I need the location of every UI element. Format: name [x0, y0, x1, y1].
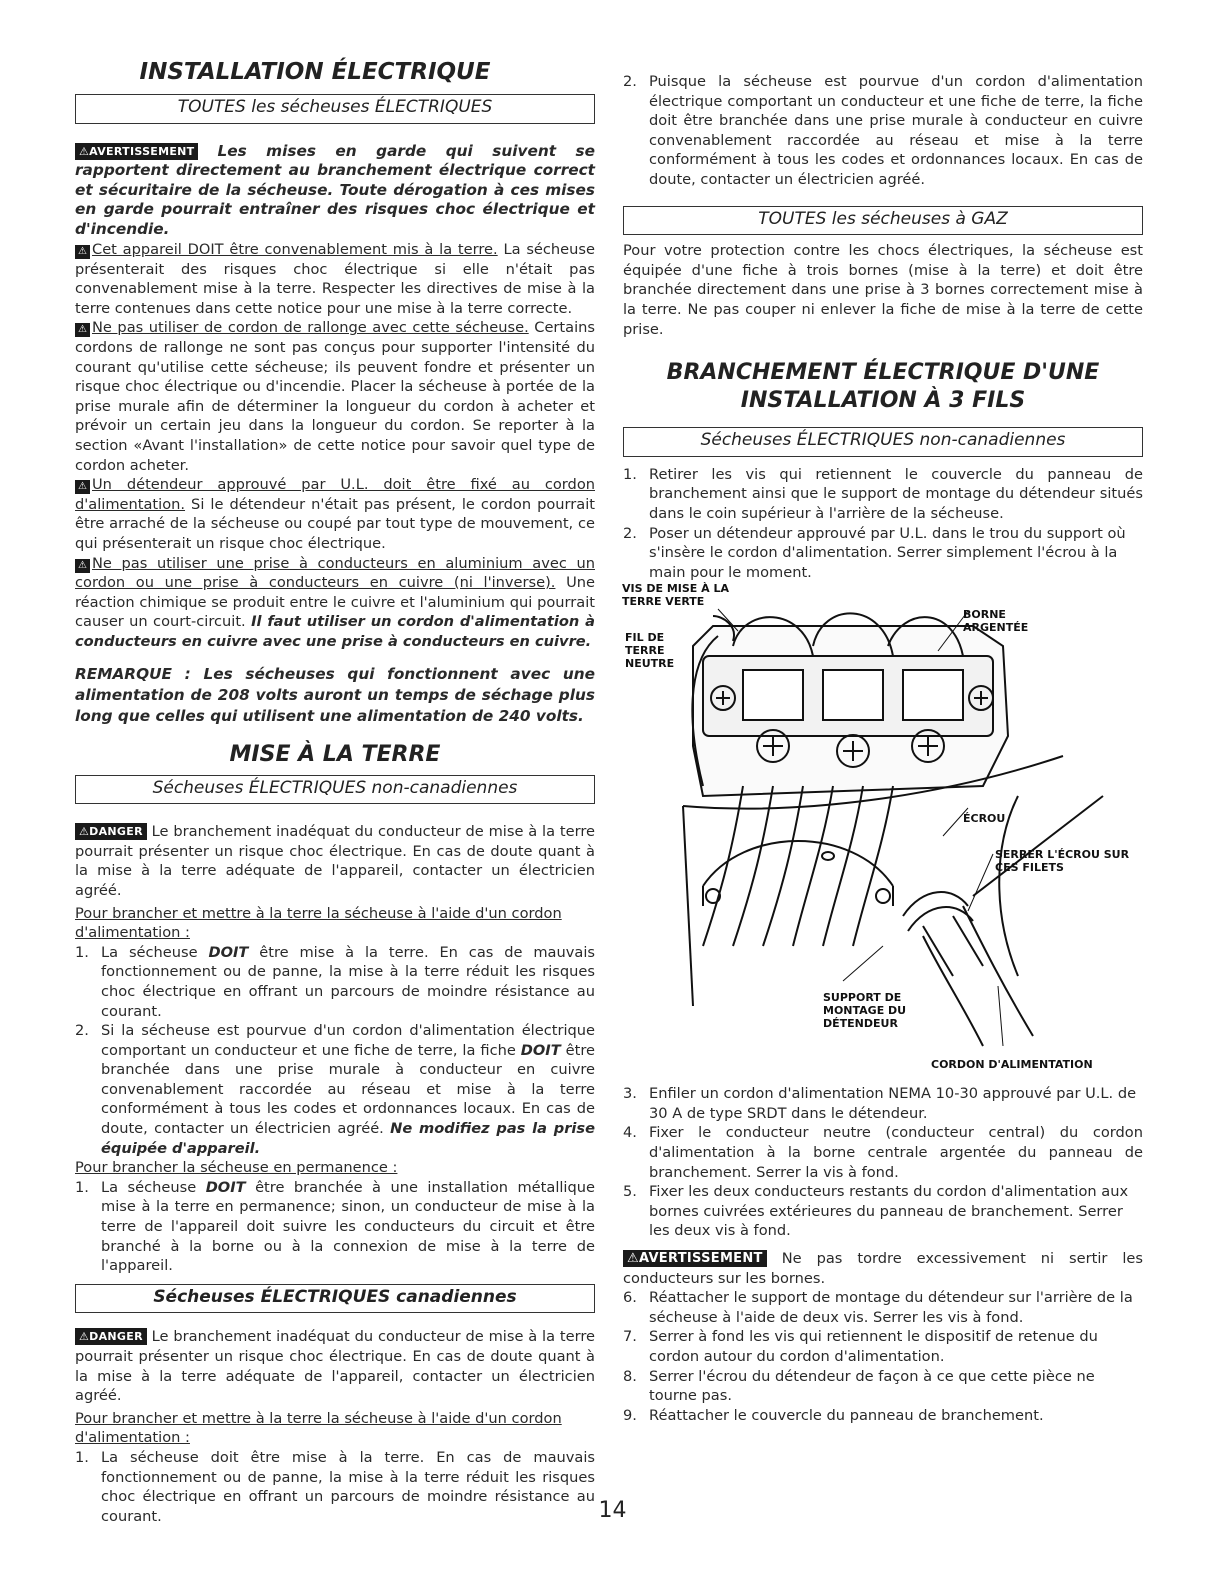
list-gas-continuation [623, 72, 1143, 190]
warning-paragraph-right [623, 1249, 1143, 1288]
label-nut: ÉCROU [963, 812, 1006, 826]
strain-relief-underlined: Un détendeur approuvé par U.L. doit être fixé au cordon d'alimentation. [75, 476, 595, 513]
subheading-permanent: Pour brancher la sécheuse en permanence : [75, 1159, 398, 1177]
label-green-ground-screw: VIS DE MISE À LA TERRE VERTE [622, 582, 730, 609]
steps-list-b [623, 1084, 1143, 1241]
gas-paragraph: Pour votre protection contre les chocs électriques, la sécheuse est équipée d'une fiche à trois bornes (mise à la terre) et doit être branchée directement dans une prise à 3 bornes correctement mise à la terre. Ne pas couper ni enlever la fiche de mise à la terre de cette prise. [623, 242, 1143, 338]
danger-paragraph-1 [75, 822, 595, 900]
terminal-block-diagram [622, 582, 1143, 1078]
list-item: 9. Réattacher le couvercle du panneau de branchement. [623, 1406, 1044, 1424]
remarque-note: REMARQUE : Les sécheuses qui fonctionnent avec une alimentation de 208 volts auront un temps de séchage plus long que celles qui utilisent une alimentation de 240 volts. [75, 664, 595, 725]
right-column [623, 72, 1143, 1425]
box-all-electric-dryers: TOUTES les sécheuses ÉLECTRIQUES [75, 94, 595, 124]
danger-text-2: Le branchement inadéquat du conducteur de mise à la terre pourrait présenter un risque choc électrique. En cas de doute quant à la mise à la terre adéquate de l'appareil, contacter un électricien agréé. [75, 1328, 595, 1405]
warning-intro [75, 142, 595, 240]
warning-triangle-icon: ⚠ [79, 825, 90, 839]
strain-relief-text: Si le détendeur n'était pas présent, le cordon pourrait être arraché de la sécheuse ou coupé par tout type de mouvement, ce qui présenterait un risque choc électrique. [75, 495, 595, 552]
box-non-canadian-dryers: Sécheuses ÉLECTRIQUES non-canadiennes [75, 775, 595, 805]
list-item: 1. La sécheuse doit être mise à la terre. En cas de mauvais fonctionnement ou de panne, la mise à la terre réduit les risques choc électrique en offrant un parcours de moindre résistance au courant. [75, 1448, 595, 1525]
list-item: 8. Serrer l'écrou du détendeur de façon à ce que cette pièce ne tourne pas. [623, 1367, 1095, 1405]
subheading-cord-grounding-2: Pour brancher et mettre à la terre la sécheuse à l'aide d'un cordon d'alimentation : [75, 1409, 562, 1447]
danger-badge: ⚠DANGER [75, 823, 147, 840]
warning-triangle-icon: ⚠ [79, 144, 90, 158]
section-title-installation: INSTALLATION ÉLECTRIQUE [139, 59, 491, 85]
warning-triangle-icon: ⚠ [75, 480, 90, 494]
box-canadian-dryers: Sécheuses ÉLECTRIQUES canadiennes [75, 1284, 595, 1314]
list-item: 1. La sécheuse DOIT être branchée à une installation métallique mise à la terre en permanence; sinon, un conducteur de mise à la terre de l'appareil doit suivre les conducteurs du circuit et être branché à la borne ou à la connexion de mise à la terre de l'appareil. [75, 1178, 595, 1275]
label-neutral-ground-wire: FIL DE TERRE NEUTRE [625, 631, 675, 671]
list-item: 1. La sécheuse DOIT être mise à la terre. En cas de mauvais fonctionnement ou de panne, la mise à la terre réduit les risques choc électrique en offrant un parcours de moindre résistance au courant. [75, 943, 595, 1020]
warning-triangle-icon: ⚠ [75, 245, 90, 259]
list-item: 2. Poser un détendeur approuvé par U.L. dans le trou du support où s'insère le cordon d'alimentation. Serrer simplement l'écrou à la main pour le moment. [623, 524, 1126, 581]
warning-text: Les mises en garde qui suivent se rapportent directement au branchement électrique correct et sécuritaire de la sécheuse. Toute dérogation à ces mises en garde pourrait entraîner des risques choc électrique et d'incendie. [75, 141, 595, 238]
label-tighten-nut: SERRER L'ÉCROU SUR CES FILETS [995, 848, 1130, 875]
paragraph-grounding [75, 240, 595, 318]
box-non-canadian-dryers-right: Sécheuses ÉLECTRIQUES non-canadiennes [623, 427, 1143, 457]
section-title-grounding: MISE À LA TERRE [229, 741, 441, 767]
danger-text-1: Le branchement inadéquat du conducteur de mise à la terre pourrait présenter un risque choc électrique. En cas de doute quant à la mise à la terre adéquate de l'appareil, contacter un électricien agréé. [75, 823, 595, 899]
label-power-cord: CORDON D'ALIMENTATION [931, 1058, 1093, 1072]
paragraph-extension-cord [75, 318, 595, 475]
paragraph-strain-relief [75, 475, 595, 553]
warning-badge: ⚠AVERTISSEMENT [623, 1250, 767, 1267]
list-item: 6. Réattacher le support de montage du détendeur sur l'arrière de la sécheuse à l'aide de deux vis. Serrer les vis à fond. [623, 1289, 1133, 1326]
grounding-underlined: Cet appareil DOIT être convenablement mis à la terre. [92, 241, 498, 259]
warning-triangle-icon: ⚠ [75, 559, 90, 573]
danger-badge: ⚠DANGER [75, 1328, 147, 1345]
list-item: 4. Fixer le conducteur neutre (conducteur central) du cordon d'alimentation à la borne centrale argentée du panneau de branchement. Serrer la vis à fond. [623, 1124, 1143, 1181]
paragraph-aluminium [75, 554, 595, 652]
list-cord-grounding [75, 943, 595, 1159]
list-item: 7. Serrer à fond les vis qui retiennent le dispositif de retenue du cordon autour du cordon d'alimentation. [623, 1328, 1098, 1365]
warning-text-right: Ne pas tordre excessivement ni sertir les conducteurs sur les bornes. [623, 1250, 1143, 1287]
page-number: 14 [598, 1498, 627, 1523]
label-silver-terminal: BORNE ARGENTÉE [963, 608, 1029, 635]
subheading-cord-grounding: Pour brancher et mettre à la terre la sécheuse à l'aide d'un cordon d'alimentation : [75, 904, 562, 942]
aluminium-text: Une réaction chimique se produit entre le cuivre et l'aluminium qui pourrait causer un court-circuit. [75, 574, 595, 631]
label-strain-relief-bracket: SUPPORT DE MONTAGE DU DÉTENDEUR [823, 991, 907, 1031]
aluminium-bold: Il faut utiliser un cordon d'alimentation à conducteurs en cuivre avec une prise à conducteurs en cuivre. [75, 613, 595, 650]
extension-underlined: Ne pas utiliser de cordon de rallonge avec cette sécheuse. [92, 319, 529, 337]
warning-badge: ⚠AVERTISSEMENT [75, 143, 198, 160]
left-column [75, 58, 595, 1526]
grounding-text: La sécheuse présenterait des risques choc électrique si elle n'était pas convenablement mise à la terre. Respecter les directives de mise à la terre contenues dans cette notice pour une mise à la terre correcte. [75, 241, 595, 317]
list-item: 5. Fixer les deux conducteurs restants du cordon d'alimentation aux bornes cuivrées extérieures du panneau de branchement. Serrer les deux vis à fond. [623, 1183, 1129, 1240]
danger-paragraph-2 [75, 1327, 595, 1405]
section-title-3-wire-l2: INSTALLATION À 3 FILS [740, 388, 1026, 414]
box-all-gas-dryers: TOUTES les sécheuses à GAZ [623, 206, 1143, 236]
warning-triangle-icon: ⚠ [79, 1330, 90, 1344]
list-item: 2. Si la sécheuse est pourvue d'un cordon d'alimentation électrique comportant un conducteur et une fiche de terre, la fiche DOIT être branchée dans une prise murale à conducteur en cuivre convenablement raccordée au réseau et mise à la terre conformément à tous les codes et ordonnances locaux. En cas de doute, contacter un électricien agréé. Ne modifiez pas la prise équipée d'appareil. [75, 1022, 596, 1157]
list-item: 1. Retirer les vis qui retiennent le couvercle du panneau de branchement ainsi que le support de montage du détendeur situés dans le coin supérieur à l'arrière de la sécheuse. [623, 465, 1143, 522]
list-item: 2. Puisque la sécheuse est pourvue d'un cordon d'alimentation électrique comportant un conducteur et une fiche de terre, la fiche doit être branchée dans une prise murale à conducteur en cuivre convenablement raccordée au réseau et mise à la terre conformément à tous les codes et ordonnances locaux. En cas de doute, contacter un électricien agréé. [623, 73, 1143, 188]
warning-triangle-icon: ⚠ [627, 1251, 639, 1267]
list-permanent [75, 1178, 595, 1276]
steps-list-a [623, 465, 1143, 583]
list-item: 3. Enfiler un cordon d'alimentation NEMA 10-30 approuvé par U.L. de 30 A de type SRDT dans le détendeur. [623, 1085, 1137, 1122]
section-title-3-wire-l1: BRANCHEMENT ÉLECTRIQUE D'UNE [666, 360, 1100, 386]
steps-list-c [623, 1288, 1143, 1425]
extension-text: Certains cordons de rallonge ne sont pas conçus pour supporter l'intensité du courant qu'utilise cette sécheuse; ils peuvent fondre et présenter un risque choc électrique ou d'incendie. Placer la sécheuse à portée de la prise murale afin de déterminer la longueur du cordon à acheter et prévoir un certain jeu dans la longueur du cordon. Se reporter à la section «Avant l'installation» de cette notice pour savoir quel type de cordon acheter. [75, 319, 596, 474]
warning-triangle-icon: ⚠ [75, 323, 90, 337]
aluminium-underlined: Ne pas utiliser une prise à conducteurs en aluminium avec un cordon ou une prise à conducteurs en cuivre (ni l'inverse). [75, 554, 595, 592]
